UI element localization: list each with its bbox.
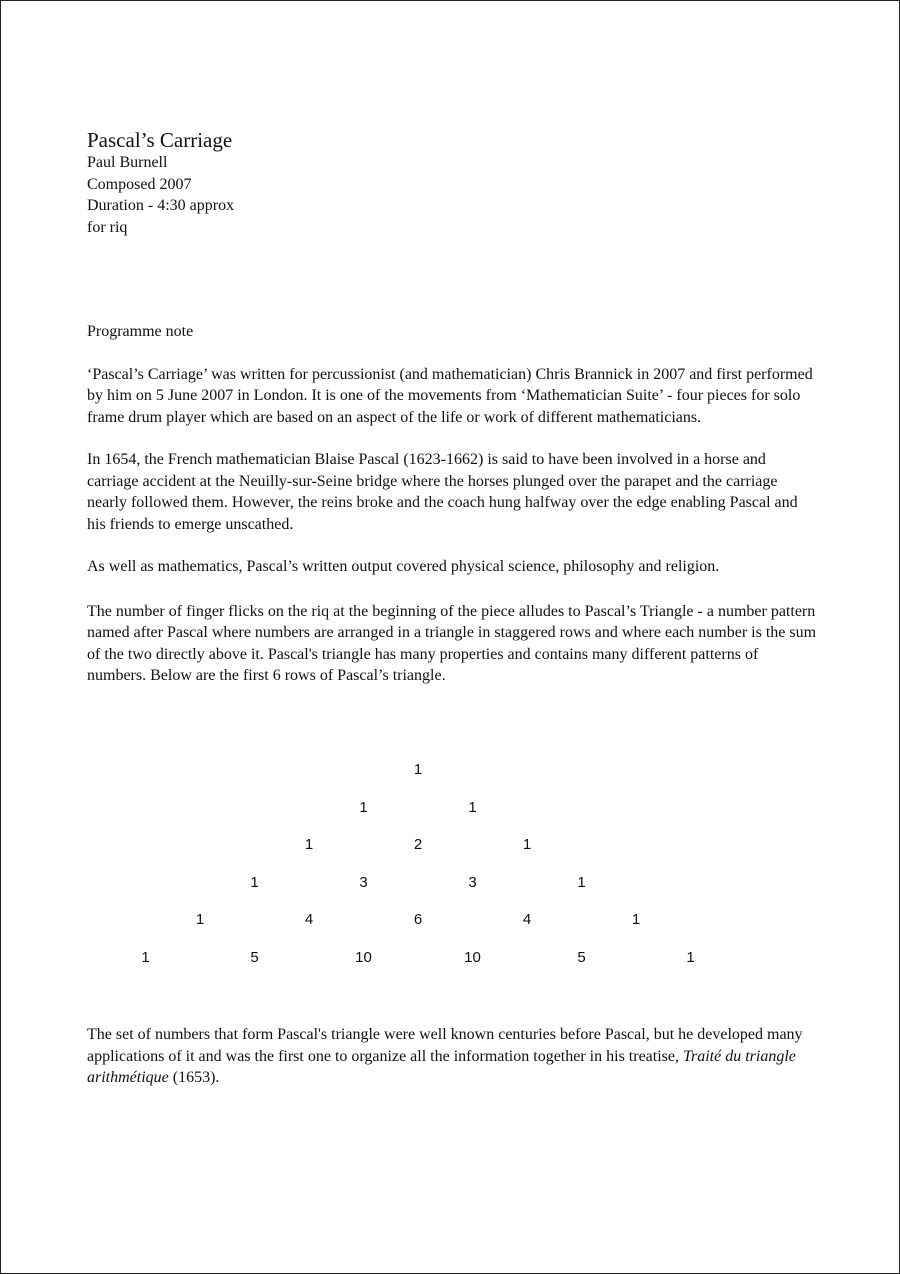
- triangle-number-r4-c4: 1: [577, 873, 586, 891]
- instrumentation: for riq: [87, 218, 128, 236]
- treatise-title: Traité du triangle arithmétique: [87, 1047, 796, 1086]
- triangle-number-r5-c1: 1: [195, 911, 205, 929]
- triangle-number-r6-c1: 1: [141, 949, 150, 966]
- closing-text-before: The set of numbers that form Pascal's triangle were well known centuries before Pascal, but he developed many applications of it and was the first one to organize all the information together in his treatise,: [87, 1026, 803, 1065]
- paragraph-treatise: [87, 1024, 817, 1089]
- triangle-number-r6-c4: 10: [464, 949, 481, 966]
- triangle-number-r5-c4: 4: [522, 911, 532, 929]
- header-block: [87, 128, 234, 238]
- triangle-number-r6-c3: 10: [355, 949, 372, 966]
- triangle-number-r2-c1: 1: [359, 798, 368, 816]
- triangle-number-r6-c6: 1: [686, 949, 695, 966]
- triangle-number-r2-c2: 1: [468, 798, 477, 816]
- triangle-number-r4-c3: 3: [468, 873, 477, 891]
- triangle-number-r3-c3: 1: [522, 836, 532, 854]
- paragraph-output: As well as mathematics, Pascal’s written output covered physical science, philosophy and religion.: [87, 558, 720, 575]
- triangle-number-r1-c1: 1: [413, 761, 423, 778]
- triangle-number-r3-c2: 2: [413, 836, 423, 854]
- triangle-number-r4-c1: 1: [250, 873, 259, 891]
- triangle-number-r5-c2: 4: [304, 911, 314, 929]
- triangle-number-r4-c2: 3: [359, 873, 368, 891]
- programme-note-heading: Programme note: [87, 323, 194, 340]
- composed-date: Composed 2007: [87, 175, 192, 193]
- paragraph-commission: ‘Pascal’s Carriage’ was written for percussionist (and mathematician) Chris Brannick in 2007 and first performed by him on 5 June 2007 in London. It is one of the movements from ‘Mathematician Suite’ - four pieces for solo frame drum player which are based on an aspect of the life or work of different mathematicians.: [87, 365, 813, 426]
- composer-name: Paul Burnell: [87, 154, 168, 171]
- piece-title: Pascal’s Carriage: [87, 128, 233, 152]
- paragraph-carriage-accident: In 1654, the French mathematician Blaise Pascal (1623-1662) is said to have been involved in a horse and carriage accident at the Neuilly-sur-Seine bridge where the horses plunged over the parapet and the carriage nearly followed them. However, the reins broke and the coach hung halfway over the edge enabling Pascal and his friends to emerge unscathed.: [87, 451, 798, 533]
- triangle-number-r6-c2: 5: [250, 949, 259, 966]
- programme-note: [87, 321, 817, 708]
- triangle-number-r5-c5: 1: [631, 911, 641, 929]
- duration: Duration - 4:30 approx: [87, 197, 235, 214]
- closing-paragraph: [87, 1024, 817, 1089]
- closing-text-after: (1653).: [168, 1069, 220, 1086]
- paragraph-triangle-intro: The number of finger flicks on the riq at the beginning of the piece alludes to Pascal’s Triangle - a number pattern named after Pascal where numbers are arranged in a triangle in staggered rows and where each number is the sum of the two directly above it. Pascal's triangle has many properties and contains many different patterns of numbers. Below are the first 6 rows of Pascal’s triangle.: [87, 602, 817, 684]
- triangle-number-r6-c5: 5: [577, 949, 586, 966]
- triangle-number-r3-c1: 1: [304, 836, 314, 854]
- triangle-number-r5-c3: 6: [413, 911, 423, 929]
